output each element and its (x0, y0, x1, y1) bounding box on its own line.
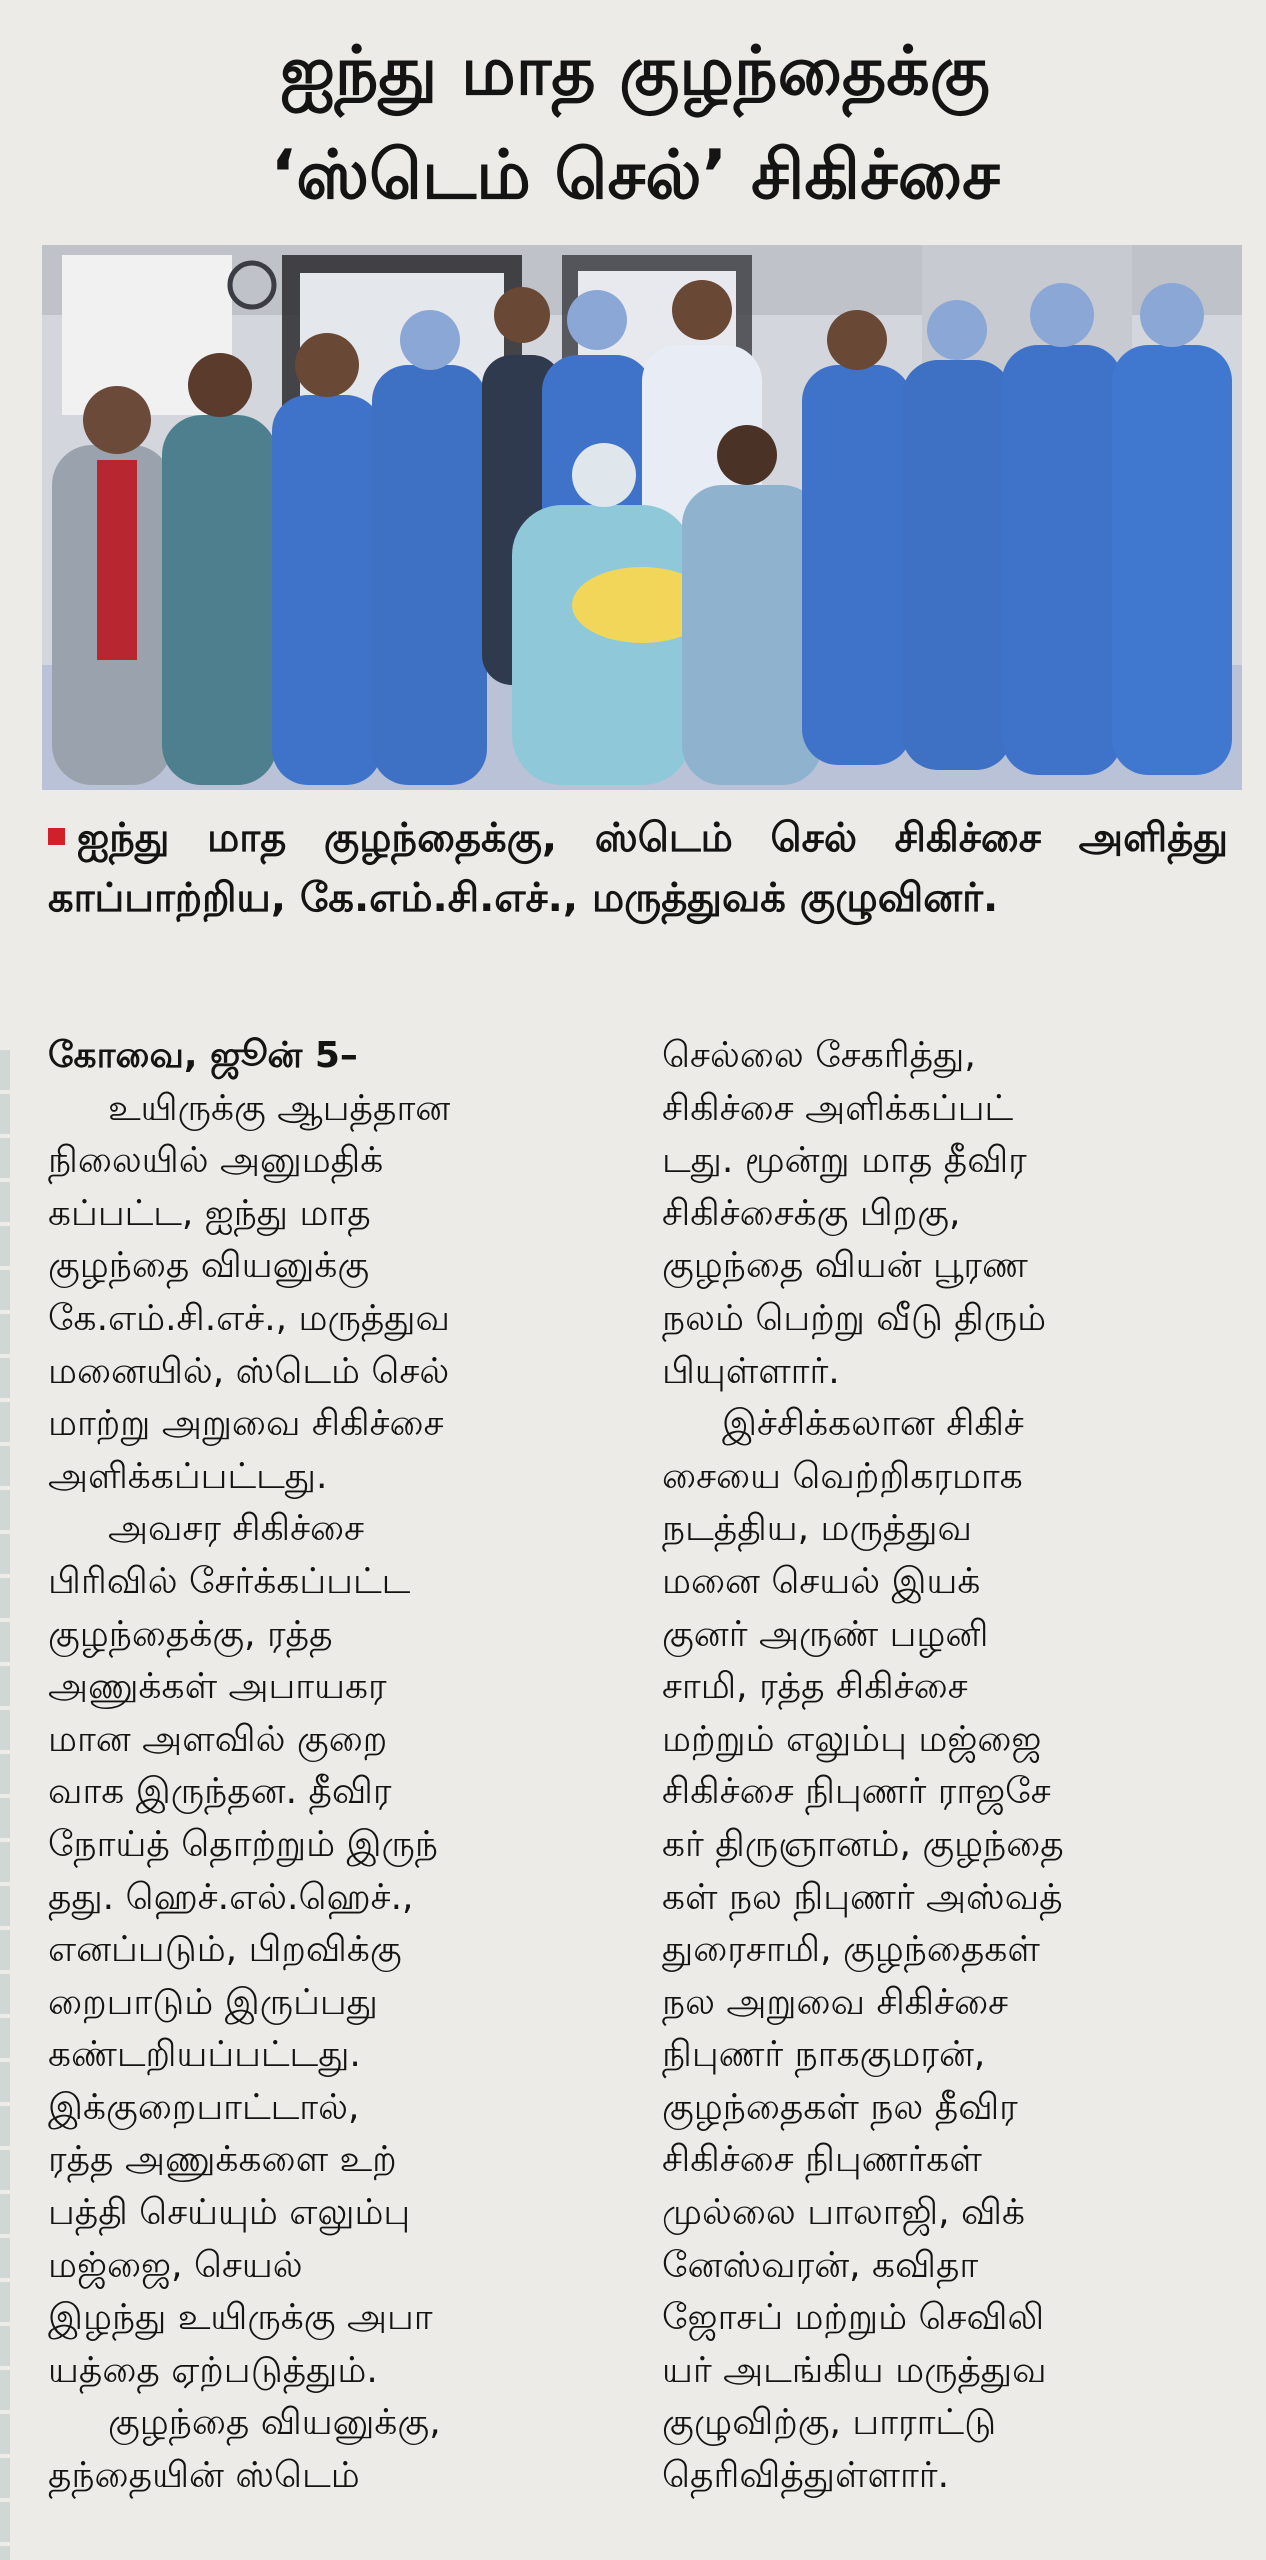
article-line: கள் நல நிபுணர் அஸ்வத் (662, 1876, 1063, 1918)
article-line: னேஸ்வரன், கவிதா (662, 2244, 979, 2286)
dateline: கோவை, ஜூன் 5– (48, 1035, 358, 1076)
article-line: சிகிச்சை அளிக்கப்பட் (662, 1087, 1014, 1129)
article-line: இச்சிக்கலான சிகிச் (722, 1403, 1024, 1445)
article-line: தது. ஹெச்.எல்.ஹெச்., (48, 1876, 414, 1918)
article-line: குழந்தைக்கு, ரத்த (48, 1613, 333, 1655)
article-line: நோய்த் தொற்றும் இருந் (48, 1823, 438, 1865)
photo-caption (48, 808, 1228, 928)
headline-line-1: ஐந்து மாத குழந்தைக்கு (280, 32, 990, 111)
article-line: அணுக்கள் அபாயகர (48, 1666, 387, 1708)
article-column-right (662, 1030, 1242, 2503)
article-line: மான அளவில் குறை (48, 1718, 388, 1760)
article-line: குழுவிற்கு, பாராட்டு (662, 2402, 997, 2444)
article-line: யர் அடங்கிய மருத்துவ (662, 2349, 1047, 2391)
headline-line-2: ‘ஸ்டெம் செல்’ சிகிச்சை (270, 136, 1000, 215)
article-line: நடத்திய, மருத்துவ (662, 1508, 972, 1550)
article-line: ரத்த அணுக்களை உற் (48, 2139, 397, 2181)
article-line: துரைசாமி, குழந்தைகள் (662, 1929, 1040, 1971)
article-line: டது. மூன்று மாத தீவிர (662, 1140, 1027, 1182)
article-line: சிகிச்சை நிபுணர்கள் (662, 2139, 982, 2181)
article-line: கண்டறியப்பட்டது. (48, 2034, 361, 2076)
article-line: நல அறுவை சிகிச்சை (662, 1981, 1009, 2023)
article-line: குழந்தைகள் நல தீவிர (662, 2086, 1018, 2128)
article-line: இழந்து உயிருக்கு அபா (48, 2297, 433, 2339)
article-line: கப்பட்ட, ஐந்து மாத (48, 1192, 371, 1234)
article-line: மனை செயல் இயக் (662, 1560, 981, 1602)
article-column-left (48, 1030, 628, 2503)
article-line: செல்லை சேகரித்து, (662, 1035, 976, 1076)
article-line: குழந்தை வியன் பூரண (662, 1245, 1028, 1287)
article-line: யத்தை ஏற்படுத்தும். (48, 2349, 378, 2391)
article-line: மாற்று அறுவை சிகிச்சை (48, 1403, 444, 1445)
article-line: மஜ்ஜை, செயல் (48, 2244, 303, 2286)
article-line: நிலையில் அனுமதிக் (48, 1140, 384, 1182)
article-line: நிபுணர் நாககுமரன், (662, 2034, 986, 2076)
article-line: இக்குறைபாட்டால், (48, 2086, 360, 2128)
page-edge-strip (0, 1050, 10, 2560)
article-line: குழந்தை வியனுக்கு (48, 1245, 370, 1287)
article-line: மனையில், ஸ்டெம் செல் (48, 1350, 450, 1392)
article-line: ஜோசப் மற்றும் செவிலி (662, 2297, 1045, 2339)
article-line: முல்லை பாலாஜி, விக் (662, 2192, 1026, 2234)
article-line: சாமி, ரத்த சிகிச்சை (662, 1666, 968, 1708)
article-line: பியுள்ளார். (662, 1350, 840, 1392)
article-line: கே.எம்.சி.எச்., மருத்துவ (48, 1297, 450, 1339)
article-line: சிகிச்சைக்கு பிறகு, (662, 1192, 961, 1234)
article-line: பிரிவில் சேர்க்கப்பட்ட (48, 1560, 411, 1602)
article-line: றைபாடும் இருப்பது (48, 1981, 378, 2023)
article-line: அவசர சிகிச்சை (108, 1508, 365, 1550)
article-line: கர் திருஞானம், குழந்தை (662, 1823, 1064, 1865)
caption-marker-icon (48, 828, 65, 845)
article-line: உயிருக்கு ஆபத்தான (108, 1087, 451, 1129)
article-line: சிகிச்சை நிபுணர் ராஜசே (662, 1771, 1051, 1813)
article-line: நலம் பெற்று வீடு திரும் (662, 1297, 1047, 1339)
article-line: குழந்தை வியனுக்கு, (108, 2402, 441, 2444)
article-line: தெரிவித்துள்ளார். (662, 2455, 950, 2497)
article-line: சையை வெற்றிகரமாக (662, 1455, 1023, 1497)
article-line: தந்தையின் ஸ்டெம் (48, 2455, 360, 2497)
article-line: பத்தி செய்யும் எலும்பு (48, 2192, 411, 2234)
news-photo (42, 245, 1242, 790)
headline (40, 20, 1230, 228)
group-photo-icon (42, 245, 1242, 790)
article-line: மற்றும் எலும்பு மஜ்ஜை (662, 1718, 1042, 1760)
article-line: எனப்படும், பிறவிக்கு (48, 1929, 402, 1971)
article-line: வாக இருந்தன. தீவிர (48, 1771, 392, 1813)
article-line: குனர் அருண் பழனி (662, 1613, 989, 1655)
article-line: அளிக்கப்பட்டது. (48, 1455, 328, 1497)
caption-text: ஐந்து மாத குழந்தைக்கு, ஸ்டெம் செல் சிகிச்சை அளித்து காப்பாற்றிய, கே.எம்.சி.எச்., மருத்துவக் குழுவினர். (48, 815, 1228, 921)
